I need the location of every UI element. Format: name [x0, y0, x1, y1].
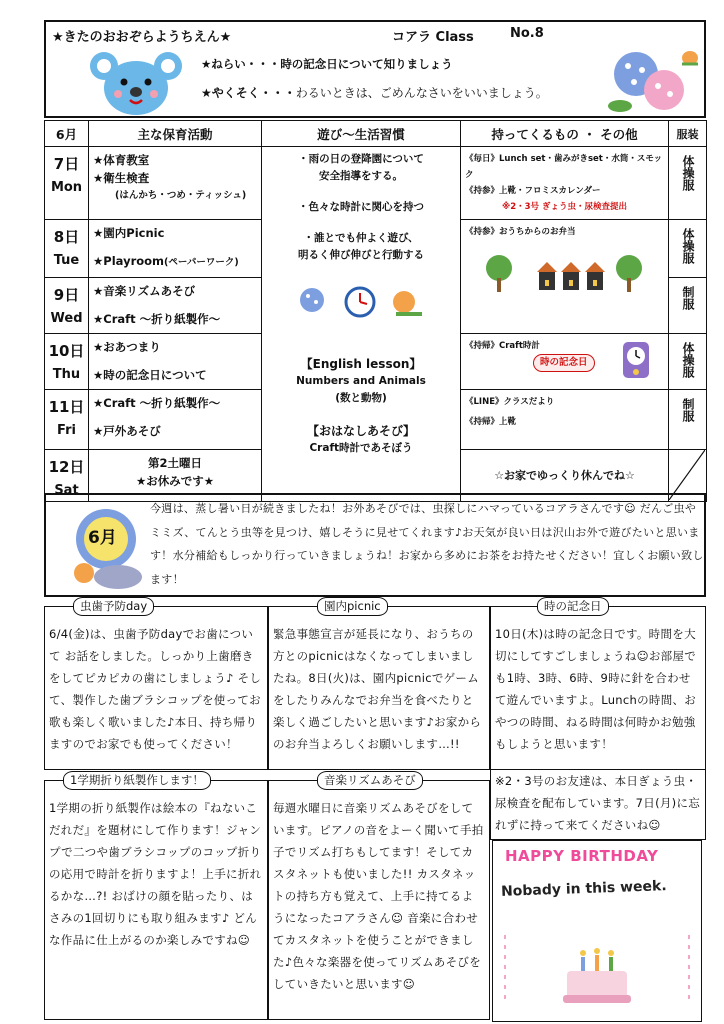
- issue-number: No.8: [510, 26, 544, 41]
- play-note: ・誰とでも仲よく遊び、: [303, 232, 419, 244]
- day-date: 11日: [48, 398, 85, 416]
- aim-line: [201, 56, 453, 72]
- english-lesson-sub: (数と動物): [335, 392, 387, 404]
- june-badge-label: 6月: [88, 528, 117, 548]
- day-cell: [45, 278, 89, 334]
- clothes-cell: [669, 390, 707, 450]
- play-note: 明るく伸び伸びと行動する: [298, 249, 424, 261]
- activity-note: (ペーパーワーク): [164, 257, 239, 268]
- clothes-value: 体操服: [681, 155, 695, 191]
- activity-cell: [89, 220, 262, 278]
- activity-cell: [89, 390, 262, 450]
- notice-text: ※2・3号のお友達は、本日ぎょう虫・尿検査を配布しています。7日(月)に忘れずに持って来てくださいね☺: [495, 774, 701, 832]
- clothes-value: 制服: [681, 398, 695, 422]
- clock-and-snail-illustration: [296, 280, 426, 326]
- play-note: ・色々な時計に関心を持つ: [298, 201, 424, 213]
- topic-body: 6/4(金)は、虫歯予防dayでお歯について お話をしました。しっかり上歯磨きをしてピカピカの歯にしましょう♪ そして、製作した歯ブラシコップを使ってお歌も楽しく歌いました♪本日、持ち帰りますのでお家でも使ってください！: [49, 627, 262, 751]
- activity-item: ★Craft ～折り紙製作～: [93, 312, 221, 326]
- weekly-message-text: 今週は、蒸し暑い日が続きましたね！お外あそびでは、虫探しにハマっているコアラさんです☺ だんご虫やミミズ、てんとう虫等を見つけ、嬉しそうに見せてくれます♪お天気が良い日は沢山お外で遊びたいと思います！水分補給もしっかり行っていきましょうね！お家から多めにお茶をお持たせください！宜しくお願い致します！: [150, 502, 704, 586]
- promise-label: ★やくそく・・・: [201, 86, 296, 100]
- picnic-trees-illustration: [465, 248, 655, 298]
- clock-day-badge: 時の記念日: [533, 354, 595, 372]
- topic-box: [44, 599, 268, 770]
- promise-text: わるいときは、ごめんなさいをいいましょう。: [295, 86, 548, 100]
- day-cell: [45, 147, 89, 220]
- bring-cell: [461, 334, 669, 390]
- bring-item: 《LINE》クラスだより: [465, 397, 555, 407]
- birthday-box: [492, 840, 702, 1022]
- topic-box: [268, 773, 490, 1020]
- day-name: Tue: [53, 253, 80, 268]
- day-cell: [45, 390, 89, 450]
- clothes-value: 制服: [681, 286, 695, 310]
- activity-item: ★音楽リズムあそび: [93, 284, 196, 298]
- day-date: 12日: [48, 458, 85, 476]
- clock-icon: [621, 340, 651, 380]
- activity-note: (はんかち・つめ・ティッシュ): [115, 190, 247, 201]
- bring-notice: ※2・3号 ぎょう虫・尿検査提出: [501, 202, 628, 212]
- topic-body: 10日(木)は時の記念日です。時間を大切にしてすごしましょうね☺お部屋でも1時、3時、6時、9時に針を合わせて遊んでいますよ。Lunchの時間、おやつの時間、ねる時間は何時かお勉強もしようと思います！: [495, 627, 697, 751]
- bring-item: 《毎日》Lunch set・歯みがきset・水筒・スモック: [465, 154, 663, 180]
- activity-item: ★園内Picnic: [93, 226, 165, 240]
- day-date: 8日: [53, 228, 80, 246]
- activity-item: ★Playroom: [93, 254, 165, 268]
- story-play-sub: Craft時計であそぼう: [309, 442, 413, 454]
- topic-title: 虫歯予防day: [73, 597, 154, 616]
- aim-label: ★ねらい・・・: [201, 57, 281, 71]
- clothes-cell: [669, 278, 707, 334]
- bring-item: 《持参》おうちからのお弁当: [465, 227, 576, 237]
- birthday-cake-illustration: [497, 935, 697, 1015]
- weekly-schedule-table: [44, 120, 707, 502]
- column-clothes: 服装: [669, 121, 707, 147]
- day-date: 9日: [53, 286, 80, 304]
- column-play: 遊び～生活習慣: [262, 121, 461, 147]
- activity-cell: [89, 147, 262, 220]
- hydrangea-illustration: [606, 44, 702, 116]
- activity-item: ★Craft ～折り紙製作～: [93, 396, 221, 410]
- day-name: Fri: [57, 423, 76, 438]
- column-bring: 持ってくるもの ・ その他: [461, 121, 669, 147]
- activity-cell: [89, 278, 262, 334]
- bring-cell: [461, 220, 669, 334]
- day-date: 10日: [48, 342, 85, 360]
- day-name: Thu: [52, 367, 81, 382]
- bring-cell: [461, 390, 669, 450]
- day-name: Mon: [50, 180, 83, 195]
- topic-box: [268, 599, 490, 770]
- activity-item: ★体育教室: [93, 153, 150, 167]
- play-note: ・雨の日の登降園について: [298, 153, 424, 165]
- english-lesson-title: 【English lesson】: [300, 357, 422, 371]
- bring-item: 《持帰》Craft時計: [465, 341, 540, 351]
- topic-box: [490, 599, 706, 770]
- bring-item: 《持帰》上靴: [465, 417, 517, 427]
- birthday-banner: HAPPY BIRTHDAY: [505, 847, 659, 865]
- activity-cell: [89, 334, 262, 390]
- clothes-value: 体操服: [681, 342, 695, 378]
- bring-cell: [461, 147, 669, 220]
- birthday-message: Nobady in this week.: [500, 878, 667, 900]
- day-cell: [45, 334, 89, 390]
- weekly-message-box: [44, 493, 706, 597]
- play-note: 安全指導をする。: [319, 170, 403, 182]
- activity-item: ★戸外あそび: [93, 424, 161, 438]
- school-name: ★きたのおおぞらようちえん★: [52, 30, 232, 45]
- activity-item: ★おあつまり: [93, 340, 161, 354]
- koala-illustration: [90, 50, 182, 116]
- day-cell: [45, 220, 89, 278]
- month-header: 6月: [45, 121, 89, 147]
- activity-item: ★お休みです★: [135, 474, 215, 488]
- topic-box: [44, 773, 268, 1020]
- class-name: コアラ Class: [392, 30, 474, 45]
- column-activities: 主な保育活動: [89, 121, 262, 147]
- clothes-cell: [669, 220, 707, 278]
- promise-line: [201, 84, 548, 101]
- clothes-value: 体操服: [681, 228, 695, 264]
- newsletter-header: [44, 20, 706, 118]
- aim-text: 時の記念日について知りましょう: [280, 57, 453, 71]
- play-habits-cell: [262, 147, 461, 502]
- notice-box: [490, 770, 706, 840]
- topic-body: 毎週水曜日に音楽リズムあそびをしています。ピアノの音をよーく聞いて手拍子でリズム打ちもしてます！そしてカスタネットも使いました!! カスタネットの持ち方も覚えて、上手に持てるようになったコアラさん☺ 音楽に合わせてカスタネットを使うことができました♪色々な楽器を使ってリズムあそびをしていきたいと思います☺: [273, 801, 484, 991]
- activity-item: ★衛生検査: [93, 171, 150, 185]
- clothes-cell: [669, 334, 707, 390]
- topic-title: 音楽リズムあそび: [317, 771, 423, 790]
- day-date: 7日: [53, 155, 80, 173]
- topic-title: 1学期折り紙製作します！: [63, 771, 211, 790]
- english-lesson-topic: Numbers and Animals: [296, 375, 426, 387]
- activity-item: ★時の記念日について: [93, 368, 207, 382]
- topic-body: 緊急事態宣言が延長になり、おうちの方とのpicnicはなくなってしまいましたね。8日(火)は、園内picnicでゲームをしたりみんなでお弁当を食べたりと楽しく過ごしたいと思います♪お家からのお弁当よろしくお願いします…!!: [273, 627, 482, 751]
- story-play-title: 【おはなしあそび】: [306, 424, 415, 438]
- activity-item: 第2土曜日: [147, 456, 202, 470]
- day-name: Sat: [54, 483, 79, 498]
- topic-body: 1学期の折り紙製作は絵本の『ねないこだれだ』を題材にして作ります！ジャンプで二つや歯ブラシコップのコップ折りの応用で時計を折りますよ！上手に折れるかな…?! おばけの顔を貼ったり、はさみの1回切りにも取り組みます♪ どんな作品に仕上がるのか楽しみですね☺: [49, 801, 262, 947]
- topic-title: 時の記念日: [537, 597, 609, 616]
- clothes-cell: [669, 147, 707, 220]
- topic-title: 園内picnic: [317, 597, 388, 616]
- bring-item: ☆お家でゆっくり休んでね☆: [494, 468, 635, 482]
- june-badge-illustration: [66, 503, 146, 593]
- bring-item: 《持参》上靴・フロミスカレンダー: [465, 186, 601, 196]
- day-name: Wed: [50, 311, 83, 326]
